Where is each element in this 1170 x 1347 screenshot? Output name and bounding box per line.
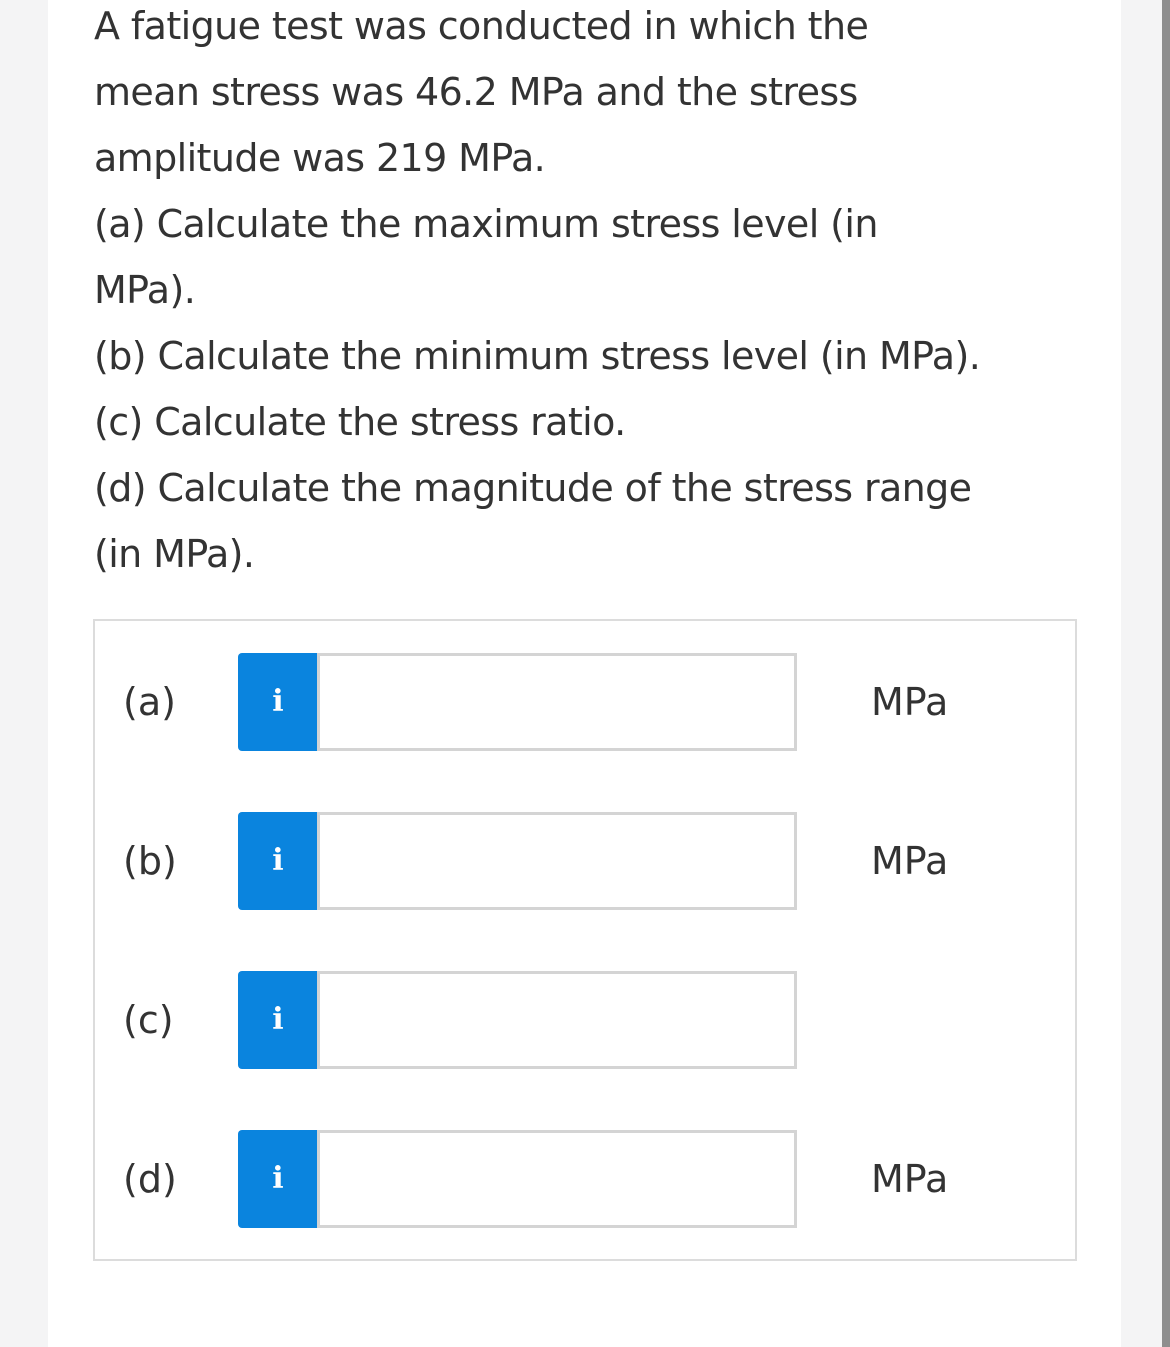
- info-button[interactable]: [238, 1130, 318, 1228]
- answer-panel: [93, 619, 1077, 1261]
- unit-label: MPa: [871, 1157, 949, 1201]
- answer-input-a[interactable]: [317, 653, 797, 751]
- question-text: [94, 0, 1094, 587]
- unit-label: MPa: [871, 680, 949, 724]
- info-button[interactable]: [238, 971, 318, 1069]
- question-line: (c) Calculate the stress ratio.: [94, 400, 626, 444]
- info-icon: i: [272, 1002, 284, 1037]
- answer-input-b[interactable]: [317, 812, 797, 910]
- answer-label: (a): [123, 680, 176, 724]
- question-line: amplitude was 219 MPa.: [94, 136, 546, 180]
- answer-label: (c): [123, 998, 174, 1042]
- info-icon: i: [272, 843, 284, 878]
- answer-row-a: [95, 653, 1075, 751]
- question-line: MPa).: [94, 268, 196, 312]
- question-line: (a) Calculate the maximum stress level (in: [94, 202, 878, 246]
- answer-input-c[interactable]: [317, 971, 797, 1069]
- answer-row-d: [95, 1130, 1075, 1228]
- question-line: A fatigue test was conducted in which the: [94, 4, 869, 48]
- answer-label: (b): [123, 839, 177, 883]
- answer-input-d[interactable]: [317, 1130, 797, 1228]
- unit-label: MPa: [871, 839, 949, 883]
- question-line: (d) Calculate the magnitude of the stress range: [94, 466, 972, 510]
- info-button[interactable]: [238, 653, 318, 751]
- answer-row-b: [95, 812, 1075, 910]
- info-icon: i: [272, 1161, 284, 1196]
- answer-label: (d): [123, 1157, 177, 1201]
- question-line: (in MPa).: [94, 532, 255, 576]
- question-line: (b) Calculate the minimum stress level (in MPa).: [94, 334, 981, 378]
- info-button[interactable]: [238, 812, 318, 910]
- info-icon: i: [272, 684, 284, 719]
- scrollbar[interactable]: [1162, 0, 1170, 1347]
- question-line: mean stress was 46.2 MPa and the stress: [94, 70, 858, 114]
- answer-row-c: [95, 971, 1075, 1069]
